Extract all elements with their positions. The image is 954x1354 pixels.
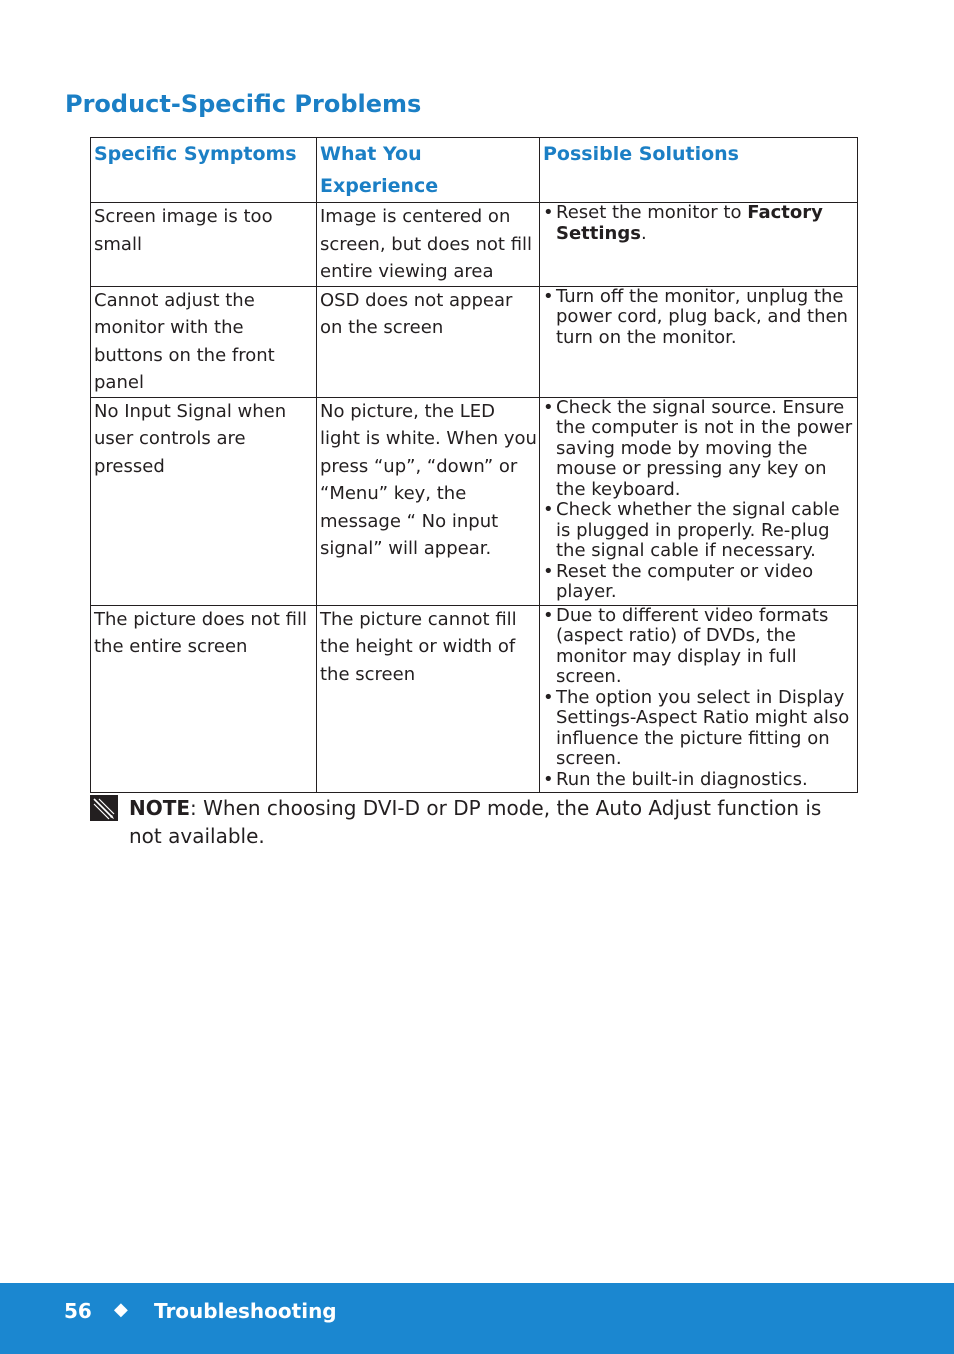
note-text [129,794,860,850]
symptom-cell: The picture does not fill the entire screen [91,605,317,792]
symptom-cell: Screen image is too small [91,203,317,287]
solution-cell [540,286,858,397]
solution-list [543,287,855,349]
note-pencil-icon [90,795,118,821]
solution-bold-text: Factory Settings [556,202,823,244]
symptom-cell: No Input Signal when user controls are pressed [91,397,317,605]
solution-item: • Check the signal source. Ensure the computer is not in the power saving mode by moving the mouse or pressing any key on the keyboard. [543,398,855,501]
page-number: 56 [64,1299,92,1323]
note-block [90,794,860,850]
solution-item [543,203,855,244]
solution-cell [540,203,858,287]
solution-text: Reset the monitor to [556,202,748,223]
page-title: Product-Specific Problems [65,90,422,118]
solution-item: • Due to different video formats (aspect ratio) of DVDs, the monitor may display in full screen. [543,606,855,688]
table-row [91,605,858,792]
solution-cell [540,605,858,792]
symptom-cell: Cannot adjust the monitor with the buttons on the front panel [91,286,317,397]
note-body: : When choosing DVI-D or DP mode, the Auto Adjust function is not available. [129,796,822,848]
section-name: Troubleshooting [154,1299,337,1323]
table-row [91,286,858,397]
experience-cell: OSD does not appear on the screen [317,286,540,397]
solution-list [543,398,855,603]
solution-item: • Turn off the monitor, unplug the power cord, plug back, and then turn on the monitor. [543,287,855,349]
header-possible-solutions: Possible Solutions [540,138,858,203]
solution-list [543,606,855,791]
solution-item: • Reset the computer or video player. [543,562,855,603]
header-what-you-experience: What You Experience [317,138,540,203]
table-row [91,203,858,287]
solution-item: • The option you select in Display Settings-Aspect Ratio might also influence the picture fitting on screen. [543,688,855,770]
diamond-separator-icon: ◆ [114,1299,128,1320]
product-problems-table [90,137,858,793]
solution-cell [540,397,858,605]
table-row [91,397,858,605]
solution-list [543,203,855,244]
experience-cell: No picture, the LED light is white. When you press “up”, “down” or “Menu” key, the message “ No input signal” will appear. [317,397,540,605]
page-footer [0,1283,954,1354]
solution-item: • Check whether the signal cable is plugged in properly. Re-plug the signal cable if necessary. [543,500,855,562]
note-label: NOTE [129,796,191,820]
table-header-row [91,138,858,203]
header-specific-symptoms: Specific Symptoms [91,138,317,203]
solution-text-end: . [640,222,647,244]
solution-item: • Run the built-in diagnostics. [543,770,855,791]
experience-cell: Image is centered on screen, but does not fill entire viewing area [317,203,540,287]
experience-cell: The picture cannot fill the height or width of the screen [317,605,540,792]
